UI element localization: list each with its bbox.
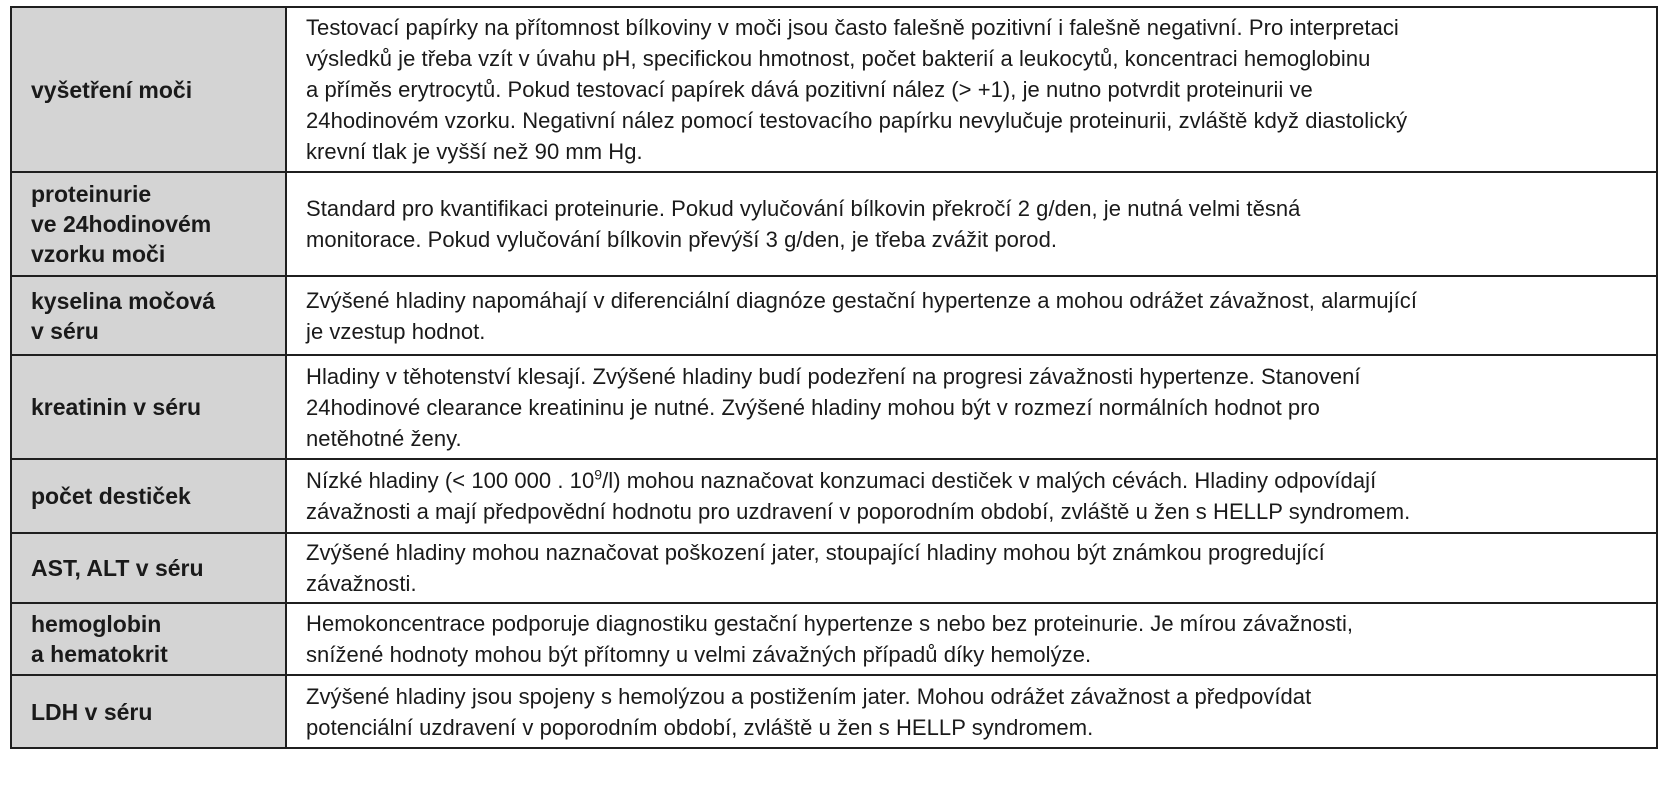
description-line: monitorace. Pokud vylučování bílkovin převýší 3 g/den, je třeba zvážit porod. [306, 227, 1058, 252]
description-line: závažnosti a mají předpovědní hodnotu pro uzdravení v poporodním období, zvláště u žen s HELLP syndromem. [306, 499, 1411, 524]
description-line: Testovací papírky na přítomnost bílkoviny v moči jsou často falešně pozitivní i falešně negativní. Pro interpretaci [306, 15, 1399, 40]
table-row [11, 675, 1657, 748]
test-name-cell [11, 172, 286, 276]
test-name: vzorku moči [31, 241, 166, 267]
test-description-cell [286, 459, 1657, 533]
description-line: Zvýšené hladiny napomáhají v diferenciální diagnóze gestační hypertenze a mohou odrážet závažnost, alarmující [306, 287, 1417, 313]
test-name-cell [11, 7, 286, 172]
description-line: Zvýšené hladiny jsou spojeny s hemolýzou a postižením jater. Mohou odrážet závažnost a předpovídat [306, 683, 1312, 709]
description-line: 24hodinovém vzorku. Negativní nález pomocí testovacího papírku nevylučuje proteinurii, zvláště když diastolický [306, 108, 1408, 133]
description-line: netěhotné ženy. [306, 425, 462, 451]
test-description-cell [286, 533, 1657, 603]
test-description-cell [286, 355, 1657, 459]
table-row [11, 533, 1657, 603]
exponent: 9 [594, 466, 603, 483]
test-name-cell [11, 533, 286, 603]
lab-tests-table [10, 6, 1658, 749]
test-description-cell [286, 7, 1657, 172]
test-description-cell [286, 276, 1657, 355]
test-name: ve 24hodinovém [31, 211, 212, 237]
test-name: proteinurie [31, 181, 152, 207]
test-name-cell [11, 459, 286, 533]
test-name: kyselina močová [31, 287, 216, 314]
test-name: kreatinin v séru [31, 394, 202, 420]
test-name: vyšetření moči [31, 76, 193, 103]
description-line: Hemokoncentrace podporuje diagnostiku gestační hypertenze s nebo bez proteinurie. Je mírou závažnosti, [306, 611, 1354, 636]
test-name-cell [11, 276, 286, 355]
test-description-cell [286, 603, 1657, 675]
table-row [11, 7, 1657, 172]
description-line: je vzestup hodnot. [306, 318, 486, 344]
test-description-cell [286, 172, 1657, 276]
table-row [11, 459, 1657, 533]
description-line: snížené hodnoty mohou být přítomny u velmi závažných případů díky hemolýze. [306, 642, 1092, 667]
table-row [11, 355, 1657, 459]
test-name: v séru [31, 317, 99, 344]
table-row [11, 603, 1657, 675]
description-line: potenciální uzdravení v poporodním období, zvláště u žen s HELLP syndromem. [306, 714, 1094, 740]
test-name: hemoglobin [31, 611, 162, 637]
test-description-cell [286, 675, 1657, 748]
description-line: a příměs erytrocytů. Pokud testovací papírek dává pozitivní nález (> +1), je nutno potvrdit proteinurii ve [306, 77, 1313, 102]
description-line [306, 465, 1638, 496]
test-name: LDH v séru [31, 698, 153, 725]
test-name-cell [11, 355, 286, 459]
table-row [11, 276, 1657, 355]
description-line: krevní tlak je vyšší než 90 mm Hg. [306, 139, 643, 164]
description-line: závažnosti. [306, 571, 417, 596]
test-name: a hematokrit [31, 641, 168, 667]
description-line: 24hodinové clearance kreatininu je nutné. Zvýšené hladiny mohou být v rozmezí normálních hodnot pro [306, 394, 1320, 420]
description-text: Nízké hladiny (< 100 000 . 10 [306, 468, 595, 493]
description-line: Hladiny v těhotenství klesají. Zvýšené hladiny budí podezření na progresi závažnosti hypertenze. Stanovení [306, 363, 1361, 389]
table-row [11, 172, 1657, 276]
description-text: /l) mohou naznačovat konzumaci destiček v malých cévách. Hladiny odpovídají [602, 468, 1377, 493]
test-name-cell [11, 675, 286, 748]
description-line: Zvýšené hladiny mohou naznačovat poškození jater, stoupající hladiny mohou být známkou progredující [306, 540, 1325, 565]
test-name-cell [11, 603, 286, 675]
description-line: výsledků je třeba vzít v úvahu pH, specifickou hmotnost, počet bakterií a leukocytů, koncentraci hemoglobinu [306, 46, 1371, 71]
description-line: Standard pro kvantifikaci proteinurie. Pokud vylučování bílkovin překročí 2 g/den, je nutná velmi těsná [306, 196, 1301, 221]
test-name: AST, ALT v séru [31, 555, 204, 581]
test-name: počet destiček [31, 483, 191, 509]
